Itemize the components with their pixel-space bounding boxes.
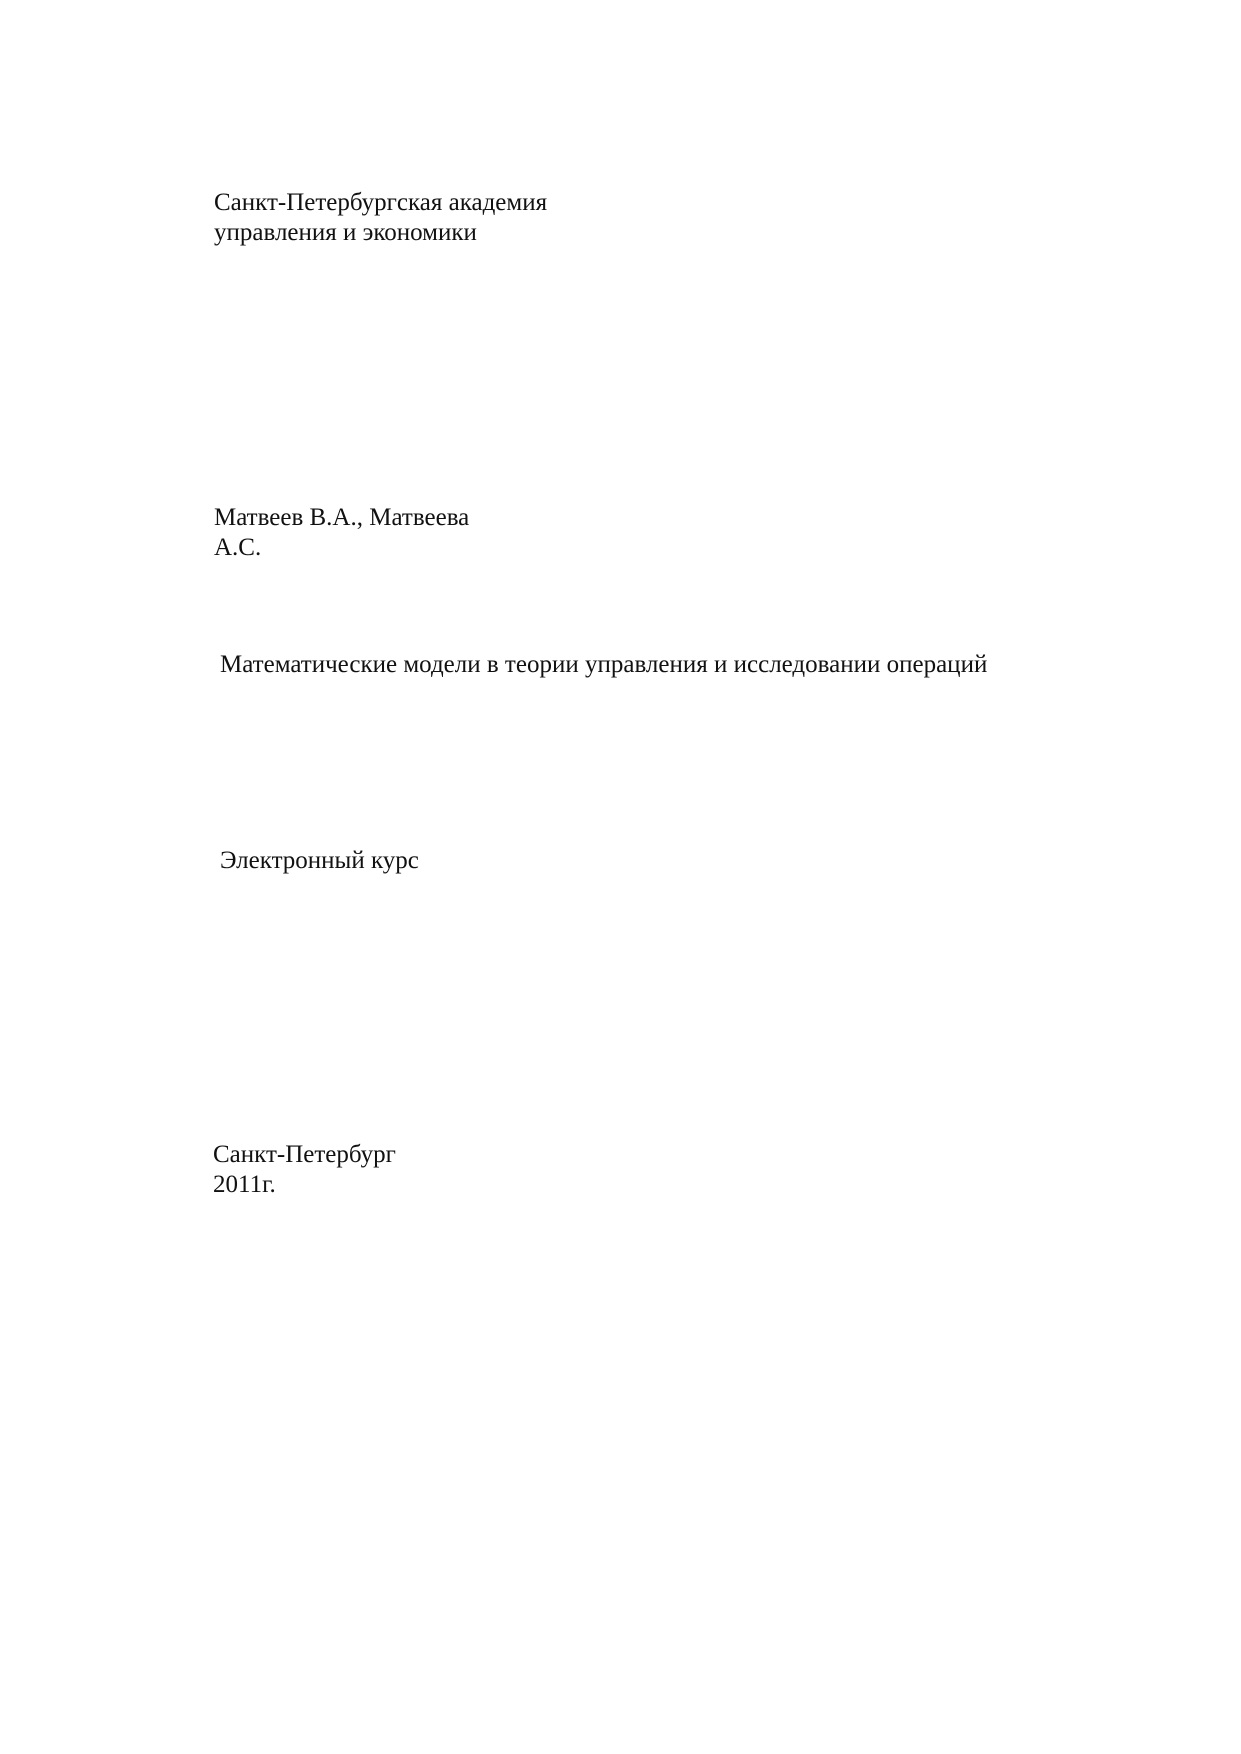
authors bbox=[214, 503, 469, 563]
imprint bbox=[213, 1140, 396, 1200]
institution-line-2: управления и экономики bbox=[214, 219, 477, 246]
authors-line-1: Матвеев В.А., Матвеева bbox=[214, 504, 470, 531]
document-subtitle: Электронный курс bbox=[220, 847, 419, 874]
imprint-year: 2011г. bbox=[213, 1171, 276, 1198]
imprint-city: Санкт-Петербург bbox=[213, 1141, 396, 1168]
authors-line-2: А.С. bbox=[214, 534, 262, 561]
institution-name bbox=[214, 188, 547, 248]
document-title: Математические модели в теории управления и исследовании операций bbox=[220, 651, 988, 678]
institution-line-1: Санкт-Петербургская академия bbox=[214, 189, 548, 216]
